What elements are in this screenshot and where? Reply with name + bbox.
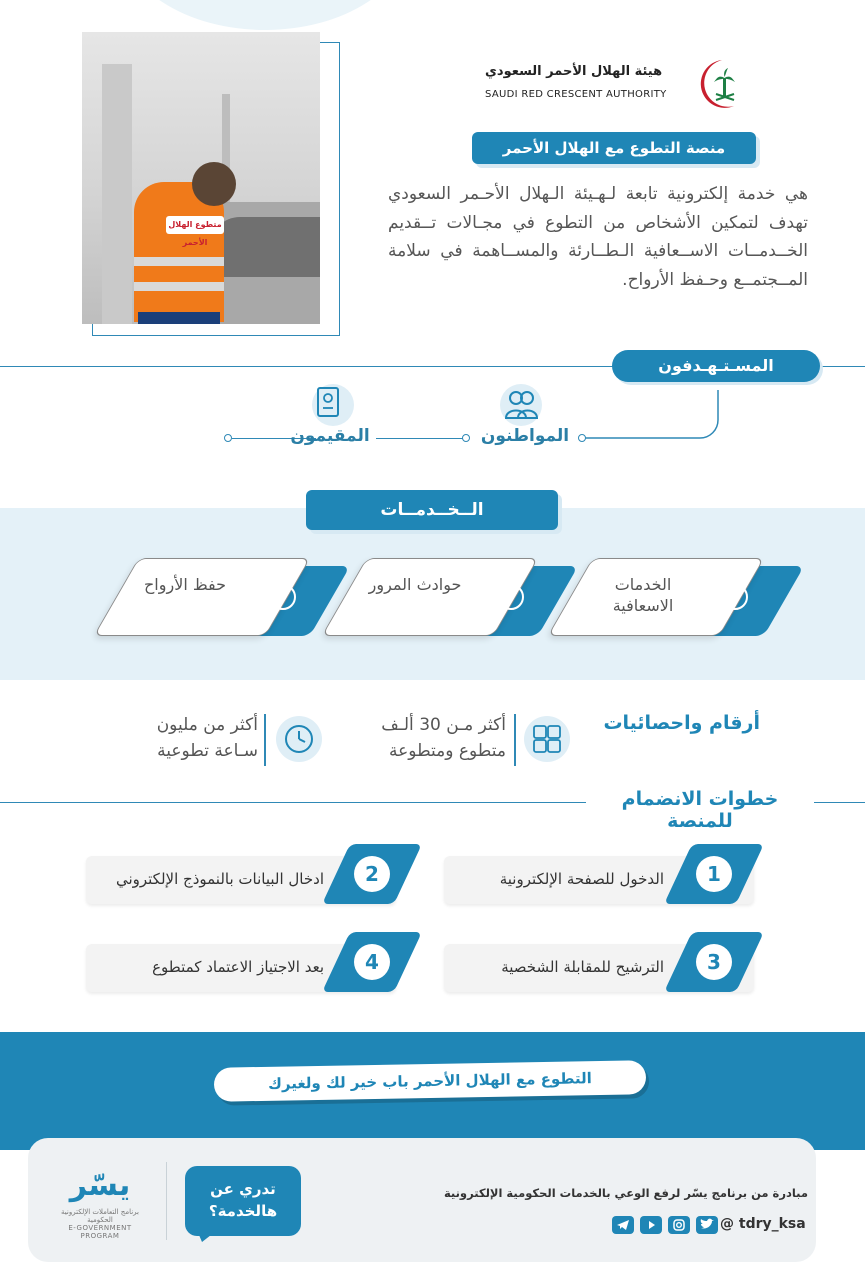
stat-separator [264, 714, 266, 766]
intro-description: هي خدمة إلكترونية تابعة لـهـيئة الـهلال الأحـمر السعودي تهدف لتمكين الأشخاص من التطوع في مجـالات تــقديم الخــدمــات الاســعافية الـطــارئة والمســاهمة في سلامة المــجتمــع وحـفظ الأرواح. [388, 184, 808, 290]
stat-volunteers [340, 712, 506, 764]
steps-title: خطوات الانضمام للمنصة [586, 788, 814, 832]
top-decor-arc [120, 0, 410, 30]
stat-hours [110, 712, 258, 764]
tdry-logo-tail [196, 1228, 220, 1244]
org-name-en: SAUDI RED CRESCENT AUTHORITY [485, 89, 667, 100]
check-badge-icon [722, 584, 748, 610]
target-citizens: المواطنون [480, 426, 570, 446]
stat-hours-line2: سـاعة تطوعية [157, 741, 258, 761]
youtube-icon[interactable] [640, 1216, 662, 1234]
step-number-badge [322, 844, 422, 904]
telegram-icon[interactable] [612, 1216, 634, 1234]
users-icon [500, 384, 542, 426]
stat-volunteers-line2: متطوع ومتطوعة [389, 741, 506, 761]
passport-icon [312, 384, 354, 426]
step-text-4: بعد الاجتياز الاعتماد كمتطوع [152, 958, 324, 976]
initiative-text: مبادرة من برنامج يسّر لرفع الوعي بالخدمات الحكومية الإلكترونية [443, 1186, 808, 1200]
targets-line-mid [376, 438, 468, 439]
step-number: 1 [696, 856, 732, 892]
step-number: 2 [354, 856, 390, 892]
slogan: التطوع مع الهلال الأحمر باب خير لك ولغيرك [214, 1060, 647, 1102]
red-crescent-logo-icon [690, 56, 746, 112]
stat-hours-line1: أكثر من مليون [156, 715, 258, 735]
volunteer-photo [82, 32, 320, 324]
instagram-icon[interactable] [668, 1216, 690, 1234]
line-mid-dot [462, 434, 470, 442]
step-text-3: الترشيح للمقابلة الشخصية [501, 958, 664, 976]
stats-title: أرقام واحصائيات [603, 712, 760, 734]
tdry-logo [185, 1166, 301, 1236]
tdry-logo-line2: هالخدمة؟ [208, 1202, 278, 1220]
footer-separator [166, 1162, 167, 1240]
vest-badge: متطوع الهلال الأحمر [166, 216, 224, 234]
social-handle[interactable]: @ tdry_ksa [720, 1216, 806, 1232]
targets-title: المسـتـهـدفون [612, 350, 820, 382]
twitter-icon[interactable] [696, 1216, 718, 1234]
yesser-sub-ar: برنامج التعاملات الإلكترونية الحكومية [61, 1208, 139, 1224]
step-number: 4 [354, 944, 390, 980]
targets-connector [570, 382, 730, 444]
check-badge-icon [270, 584, 296, 610]
org-name-ar: هيئة الهلال الأحمر السعودي [485, 64, 663, 79]
yesser-logo [50, 1168, 150, 1240]
line-end-dot [224, 434, 232, 442]
clock-icon [276, 716, 322, 762]
services-title: الــخــدمــات [306, 490, 558, 530]
stat-separator [514, 714, 516, 766]
target-residents: المقيمون [290, 426, 370, 446]
tdry-logo-line1: تدري عن [210, 1180, 276, 1198]
yesser-name: يسّر [69, 1168, 131, 1203]
hands-icon [524, 716, 570, 762]
service-label-traffic: حوادث المرور [368, 575, 462, 594]
platform-title: منصة التطوع مع الهلال الأحمر [472, 132, 756, 164]
yesser-sub-en: E-GOVERNMENT PROGRAM [68, 1224, 132, 1240]
stat-volunteers-line1: أكثر مـن 30 ألـف [381, 715, 506, 735]
step-text-1: الدخول للصفحة الإلكترونية [499, 870, 664, 888]
step-number: 3 [696, 944, 732, 980]
step-number-badge [322, 932, 422, 992]
service-label-ambulance: الخدمات الاسعافية [612, 575, 674, 615]
check-badge-icon [498, 584, 524, 610]
service-label-lives: حفظ الأرواح [143, 575, 227, 594]
step-text-2: ادخال البيانات بالنموذج الإلكتروني [115, 870, 324, 888]
